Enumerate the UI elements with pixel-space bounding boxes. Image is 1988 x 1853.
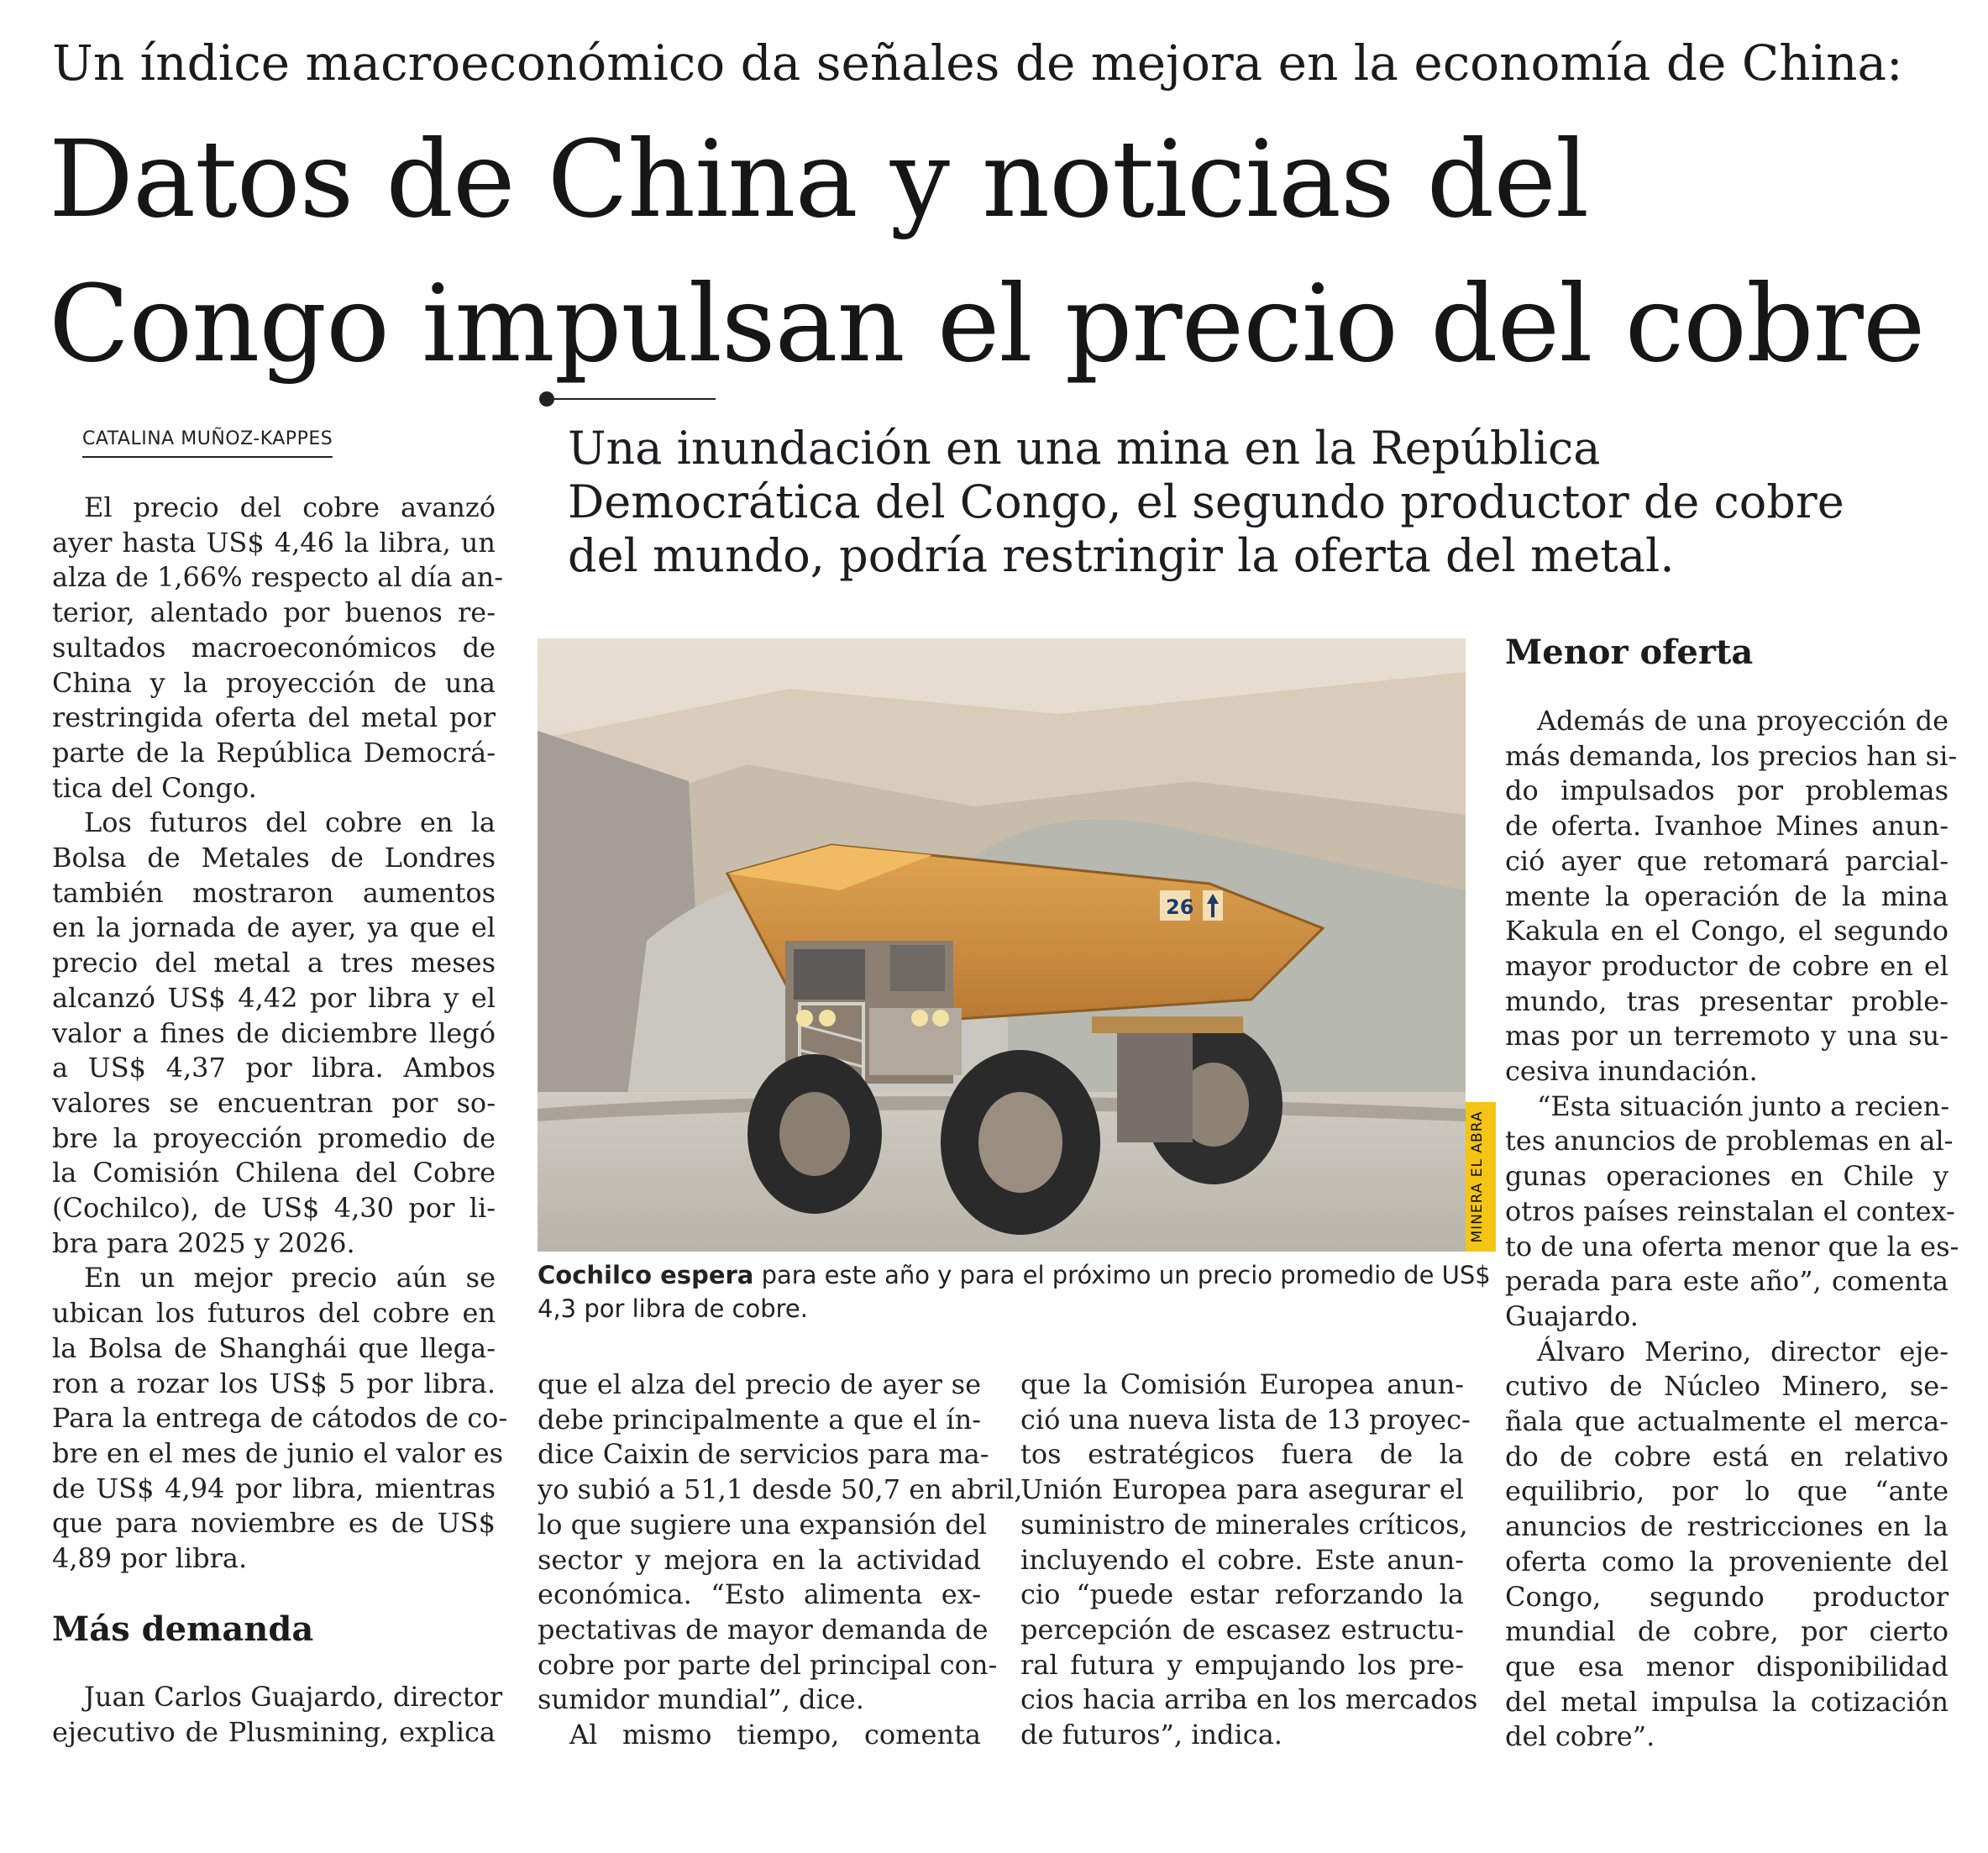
deck-line: Democrática del Congo, el segundo productor de cobre <box>568 475 1844 528</box>
headline-line: Congo impulsan el precio del cobre <box>49 262 1925 386</box>
body-line: mundo, tras presentar proble- <box>1505 984 1949 1017</box>
body-line: del cobre”. <box>1505 1720 1655 1753</box>
body-line: “Esta situación junto a recien- <box>1537 1089 1950 1122</box>
body-line: debe principalmente a que el ín- <box>538 1403 981 1436</box>
body-line: la Bolsa de Shanghái que llega- <box>52 1331 496 1364</box>
body-line: Además de una proyección de <box>1537 705 1949 737</box>
body-line: cio “puede estar reforzando la <box>1020 1578 1464 1611</box>
body-line: ció ayer que retomará parcial- <box>1505 844 1949 877</box>
body-line: mas por un terremoto y una su- <box>1505 1020 1949 1052</box>
body-line: suministro de minerales críticos, <box>1020 1508 1468 1541</box>
body-line: 4,89 por libra. <box>52 1542 248 1575</box>
body-line: bre en el mes de junio el valor es <box>52 1436 504 1469</box>
caption-text: para este año y para el próximo un precio promedio de US$ <box>753 1261 1491 1289</box>
deck-line: Una inundación en una mina en la República <box>568 422 1601 475</box>
body-line: sultados macroeconómicos de <box>52 631 496 664</box>
truck-number: 26 <box>1166 895 1194 919</box>
body-line: en la jornada de ayer, ya que el <box>52 911 496 944</box>
body-line: bre la proyección promedio de <box>52 1121 496 1154</box>
caption-lead: Cochilco espera <box>538 1261 754 1289</box>
byline: CATALINA MUÑOZ-KAPPES <box>82 428 333 458</box>
body-line: pectativas de mayor demanda de <box>538 1613 989 1646</box>
body-line: ció una nueva lista de 13 proyec- <box>1020 1403 1471 1436</box>
body-line: China y la proyección de una <box>52 666 496 699</box>
body-column-1-continued <box>52 1680 503 1750</box>
body-line: perada para este año”, comenta <box>1505 1265 1949 1298</box>
photo-mining-truck <box>538 638 1466 1252</box>
body-line: sumidor mundial”, dice. <box>538 1683 864 1716</box>
body-line: Álvaro Merino, director eje- <box>1537 1335 1949 1367</box>
body-line: restringida oferta del metal por <box>52 701 496 734</box>
caption-line <box>538 1258 1491 1292</box>
body-line: Kakula en el Congo, el segundo <box>1505 915 1949 947</box>
body-line: de oferta. Ivanhoe Mines anun- <box>1505 810 1949 843</box>
body-line: yo subió a 51,1 desde 50,7 en abril, <box>538 1473 1023 1506</box>
body-line: Los futuros del cobre en la <box>84 806 496 839</box>
body-column-2 <box>538 1367 1023 1753</box>
body-line: mente la operación de la mina <box>1505 879 1949 912</box>
body-line: do de cobre está en relativo <box>1505 1440 1949 1472</box>
kicker: Un índice macroeconómico da señales de mejora en la economía de China: <box>52 34 1903 92</box>
deck-line: del mundo, podría restringir la oferta del metal. <box>568 529 1675 582</box>
photo-credit: MINERA EL ABRA <box>1469 1110 1486 1243</box>
body-line: anuncios de restricciones en la <box>1505 1510 1949 1543</box>
body-line: ron a rozar los US$ 5 por libra. <box>52 1367 496 1399</box>
body-line: do impulsados por problemas <box>1505 774 1949 807</box>
subhead-mas-demanda: Más demanda <box>52 1609 314 1649</box>
body-line: oferta como la proveniente del <box>1505 1545 1949 1577</box>
body-line: (Cochilco), de US$ 4,30 por li- <box>52 1192 496 1225</box>
body-line: que para noviembre es de US$ <box>52 1507 496 1540</box>
body-line: mundial de cobre, por cierto <box>1505 1615 1949 1648</box>
body-line: Congo, segundo productor <box>1505 1580 1949 1613</box>
body-line: valores se encuentran por so- <box>52 1086 496 1119</box>
body-line: ral futura y empujando los pre- <box>1020 1648 1464 1681</box>
body-line: bra para 2025 y 2026. <box>52 1226 355 1259</box>
body-line: tica del Congo. <box>52 771 257 804</box>
body-line: dice Caixin de servicios para ma- <box>538 1438 989 1471</box>
body-line: a US$ 4,37 por libra. Ambos <box>52 1052 496 1084</box>
body-line: ubican los futuros del cobre en <box>52 1297 496 1330</box>
body-line: En un mejor precio aún se <box>84 1262 496 1294</box>
body-line: mayor productor de cobre en el <box>1505 949 1949 982</box>
body-line: valor a fines de diciembre llegó <box>52 1016 496 1049</box>
deck-bullet <box>539 391 554 407</box>
body-column-4 <box>1505 704 1959 1755</box>
body-line: también mostraron aumentos <box>52 876 496 909</box>
body-line: cios hacia arriba en los mercados <box>1020 1683 1478 1716</box>
body-line: El precio del cobre avanzó <box>84 491 496 523</box>
subhead-menor-oferta: Menor oferta <box>1505 633 1754 672</box>
body-line: que el alza del precio de ayer se <box>538 1368 981 1400</box>
body-line: económica. “Esto alimenta ex- <box>538 1578 981 1611</box>
body-line: más demanda, los precios han si- <box>1505 739 1958 772</box>
caption-line: 4,3 por libra de cobre. <box>538 1294 808 1323</box>
body-line: otros países reinstalan el contex- <box>1505 1194 1955 1227</box>
body-line: que la Comisión Europea anun- <box>1020 1368 1464 1400</box>
photo-caption <box>538 1258 1491 1325</box>
body-line: de US$ 4,94 por libra, mientras <box>52 1472 496 1504</box>
body-line: alza de 1,66% respecto al día an- <box>52 561 504 594</box>
body-line: cobre por parte del principal con- <box>538 1648 998 1681</box>
body-line: de futuros”, indica. <box>1020 1719 1282 1751</box>
body-line: del metal impulsa la cotización <box>1505 1685 1949 1718</box>
body-line: Para la entrega de cátodos de co- <box>52 1402 508 1435</box>
body-line: lo que sugiere una expansión del <box>538 1508 987 1541</box>
headline-line: Datos de China y noticias del <box>49 118 1589 241</box>
body-line: cutivo de Núcleo Minero, se- <box>1505 1370 1949 1403</box>
body-line: Juan Carlos Guajardo, director <box>84 1681 503 1713</box>
body-line: Guajardo. <box>1505 1299 1639 1332</box>
body-line: cesiva inundación. <box>1505 1055 1758 1088</box>
body-line: parte de la República Democrá- <box>52 736 496 769</box>
body-column-1 <box>52 491 508 1577</box>
body-line: precio del metal a tres meses <box>52 947 496 979</box>
body-line: Bolsa de Metales de Londres <box>52 842 496 874</box>
body-line: to de una oferta menor que la es- <box>1505 1230 1959 1262</box>
body-line: tos estratégicos fuera de la <box>1020 1438 1464 1471</box>
deck-rule <box>548 398 716 400</box>
body-line: ayer hasta US$ 4,46 la libra, un <box>52 526 496 559</box>
body-line: ejecutivo de Plusmining, explica <box>52 1715 496 1748</box>
body-line: ñala que actualmente el merca- <box>1505 1405 1949 1438</box>
headline <box>49 108 1924 396</box>
body-line: tes anuncios de problemas en al- <box>1505 1125 1954 1157</box>
body-line: que esa menor disponibilidad <box>1505 1650 1949 1682</box>
body-line: la Comisión Chilena del Cobre <box>52 1157 496 1189</box>
body-line: incluyendo el cobre. Este anun- <box>1020 1543 1464 1576</box>
deck <box>568 422 1844 583</box>
body-column-3 <box>1020 1367 1478 1753</box>
body-line: alcanzó US$ 4,42 por libra y el <box>52 981 496 1014</box>
body-line: equilibrio, por lo que “ante <box>1505 1475 1949 1508</box>
body-line: gunas operaciones en Chile y <box>1505 1160 1949 1193</box>
body-line: Unión Europea para asegurar el <box>1020 1473 1464 1506</box>
body-line: terior, alentado por buenos re- <box>52 596 496 629</box>
body-line: sector y mejora en la actividad <box>538 1543 981 1576</box>
body-line: Al mismo tiempo, comenta <box>569 1719 981 1751</box>
body-line: percepción de escasez estructu- <box>1020 1613 1464 1646</box>
